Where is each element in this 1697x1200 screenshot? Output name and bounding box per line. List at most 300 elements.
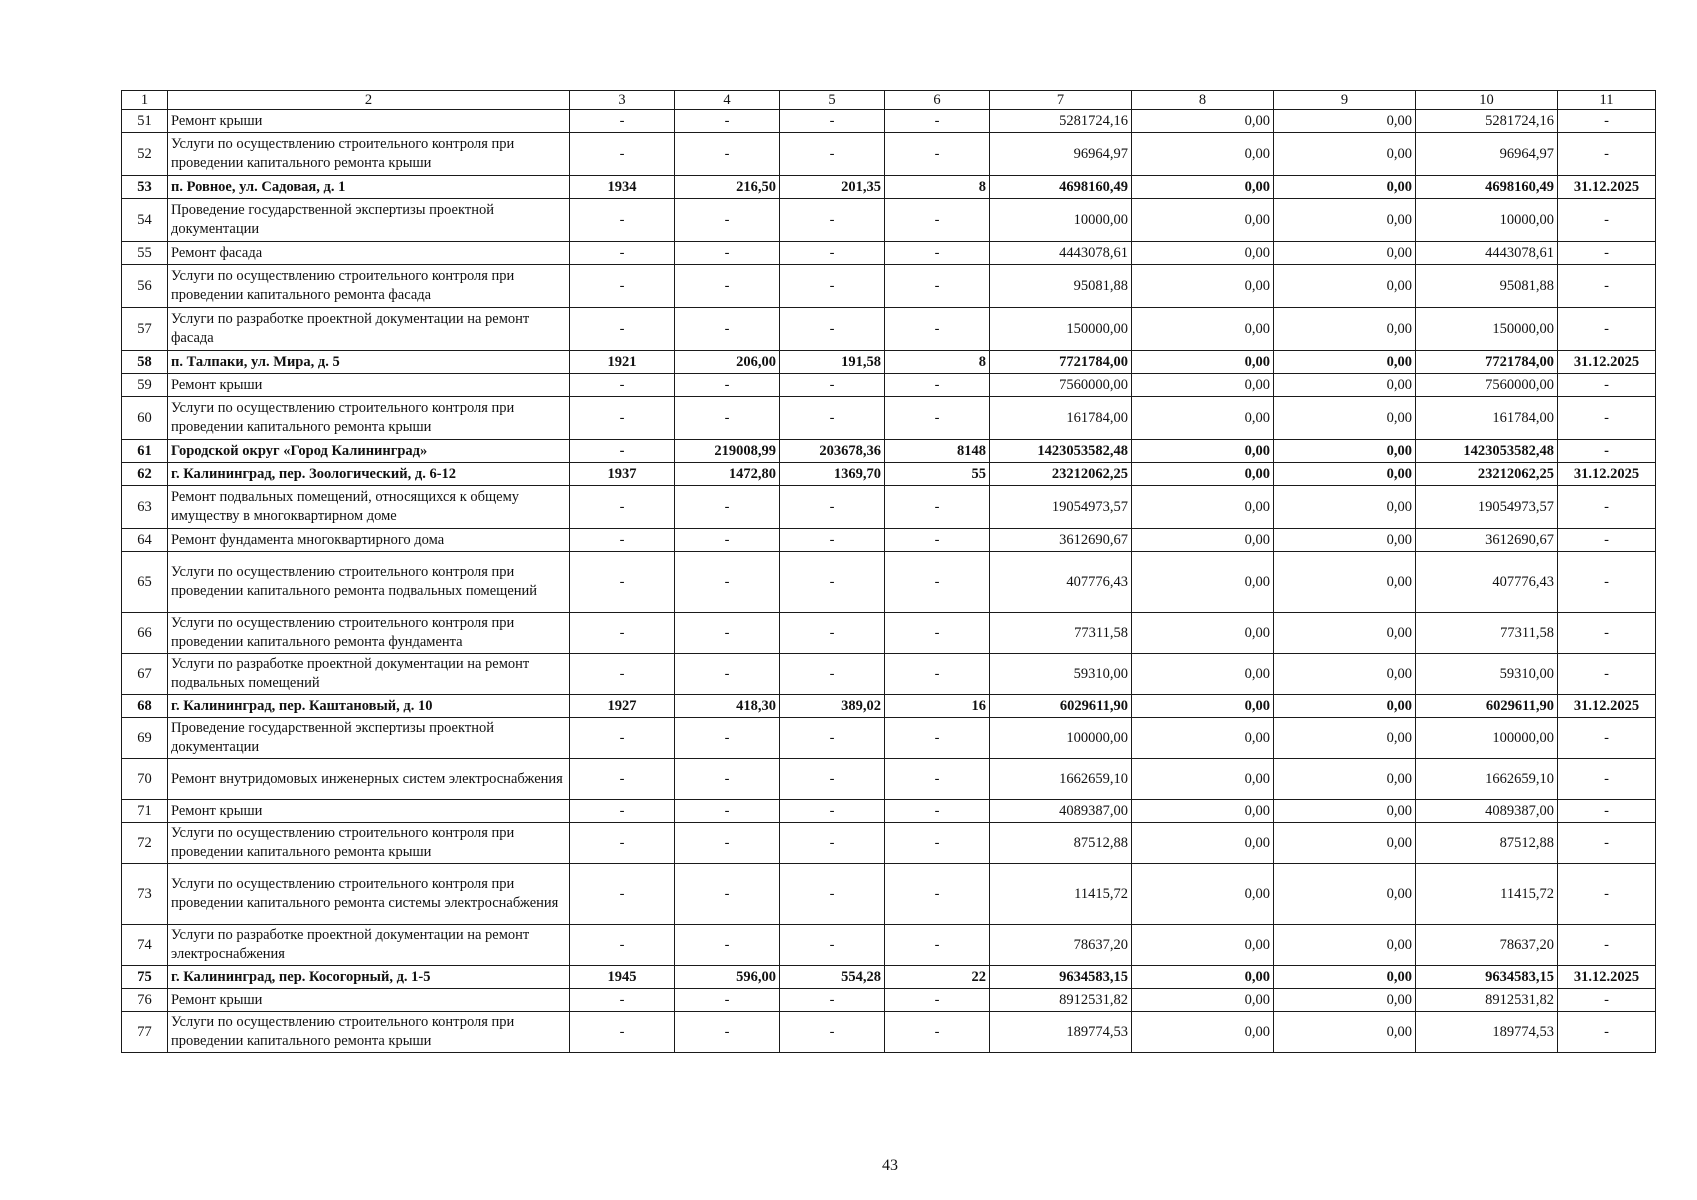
owners-cost: 3612690,67 xyxy=(1416,529,1558,552)
budget-cost: 0,00 xyxy=(1274,759,1416,800)
budget-cost: 0,00 xyxy=(1274,374,1416,397)
living-area: 191,58 xyxy=(780,351,885,374)
fund-cost: 0,00 xyxy=(1132,718,1274,759)
total-cost: 95081,88 xyxy=(990,265,1132,308)
table-row xyxy=(122,823,1656,864)
year-built: 1937 xyxy=(570,463,675,486)
work-description: Услуги по разработке проектной документации на ремонт фасада xyxy=(168,308,570,351)
fund-cost: 0,00 xyxy=(1132,989,1274,1012)
fund-cost: 0,00 xyxy=(1132,800,1274,823)
table-body xyxy=(122,110,1656,1053)
total-area: 206,00 xyxy=(675,351,780,374)
owners-cost: 10000,00 xyxy=(1416,199,1558,242)
residents-count: 8 xyxy=(885,351,990,374)
table-row xyxy=(122,718,1656,759)
column-number: 4 xyxy=(675,91,780,110)
table-row xyxy=(122,1012,1656,1053)
completion-date: 31.12.2025 xyxy=(1558,176,1656,199)
year-built: - xyxy=(570,552,675,613)
completion-date: - xyxy=(1558,374,1656,397)
work-description: Ремонт подвальных помещений, относящихся к общему имуществу в многоквартирном доме xyxy=(168,486,570,529)
year-built: - xyxy=(570,925,675,966)
column-number: 2 xyxy=(168,91,570,110)
residents-count: 16 xyxy=(885,695,990,718)
completion-date: 31.12.2025 xyxy=(1558,463,1656,486)
owners-cost: 96964,97 xyxy=(1416,133,1558,176)
work-description: Услуги по осуществлению строительного контроля при проведении капитального ремонта фасада xyxy=(168,265,570,308)
owners-cost: 23212062,25 xyxy=(1416,463,1558,486)
work-description: Ремонт внутридомовых инженерных систем электроснабжения xyxy=(168,759,570,800)
residents-count: 8148 xyxy=(885,440,990,463)
completion-date: - xyxy=(1558,265,1656,308)
row-number: 64 xyxy=(122,529,168,552)
table-row xyxy=(122,265,1656,308)
owners-cost: 5281724,16 xyxy=(1416,110,1558,133)
column-number: 7 xyxy=(990,91,1132,110)
completion-date: - xyxy=(1558,242,1656,265)
budget-cost: 0,00 xyxy=(1274,925,1416,966)
fund-cost: 0,00 xyxy=(1132,351,1274,374)
work-description: Ремонт крыши xyxy=(168,800,570,823)
fund-cost: 0,00 xyxy=(1132,529,1274,552)
owners-cost: 7721784,00 xyxy=(1416,351,1558,374)
completion-date: - xyxy=(1558,718,1656,759)
budget-cost: 0,00 xyxy=(1274,440,1416,463)
budget-cost: 0,00 xyxy=(1274,864,1416,925)
owners-cost: 150000,00 xyxy=(1416,308,1558,351)
budget-cost: 0,00 xyxy=(1274,654,1416,695)
column-number-row xyxy=(122,91,1656,110)
total-cost: 1423053582,48 xyxy=(990,440,1132,463)
work-description: Ремонт фундамента многоквартирного дома xyxy=(168,529,570,552)
total-cost: 7560000,00 xyxy=(990,374,1132,397)
table-row xyxy=(122,529,1656,552)
completion-date: - xyxy=(1558,1012,1656,1053)
residents-count: - xyxy=(885,486,990,529)
residents-count: - xyxy=(885,308,990,351)
total-cost: 189774,53 xyxy=(990,1012,1132,1053)
fund-cost: 0,00 xyxy=(1132,176,1274,199)
year-built: - xyxy=(570,486,675,529)
total-area: - xyxy=(675,552,780,613)
completion-date: 31.12.2025 xyxy=(1558,966,1656,989)
budget-cost: 0,00 xyxy=(1274,133,1416,176)
living-area: - xyxy=(780,823,885,864)
work-description: Ремонт крыши xyxy=(168,110,570,133)
residents-count: - xyxy=(885,823,990,864)
completion-date: - xyxy=(1558,800,1656,823)
owners-cost: 87512,88 xyxy=(1416,823,1558,864)
budget-cost: 0,00 xyxy=(1274,613,1416,654)
living-area: - xyxy=(780,759,885,800)
fund-cost: 0,00 xyxy=(1132,397,1274,440)
residents-count: - xyxy=(885,989,990,1012)
total-cost: 77311,58 xyxy=(990,613,1132,654)
residents-count: - xyxy=(885,199,990,242)
total-cost: 9634583,15 xyxy=(990,966,1132,989)
total-area: - xyxy=(675,110,780,133)
row-number: 51 xyxy=(122,110,168,133)
owners-cost: 189774,53 xyxy=(1416,1012,1558,1053)
row-number: 71 xyxy=(122,800,168,823)
total-cost: 407776,43 xyxy=(990,552,1132,613)
total-cost: 59310,00 xyxy=(990,654,1132,695)
living-area: - xyxy=(780,486,885,529)
table-row xyxy=(122,800,1656,823)
residents-count: 8 xyxy=(885,176,990,199)
residents-count: - xyxy=(885,800,990,823)
completion-date: - xyxy=(1558,613,1656,654)
fund-cost: 0,00 xyxy=(1132,242,1274,265)
living-area: - xyxy=(780,552,885,613)
total-area: - xyxy=(675,374,780,397)
residents-count: - xyxy=(885,374,990,397)
owners-cost: 161784,00 xyxy=(1416,397,1558,440)
living-area: - xyxy=(780,654,885,695)
row-number: 55 xyxy=(122,242,168,265)
residents-count: - xyxy=(885,864,990,925)
table-row xyxy=(122,989,1656,1012)
fund-cost: 0,00 xyxy=(1132,133,1274,176)
living-area: 201,35 xyxy=(780,176,885,199)
owners-cost: 100000,00 xyxy=(1416,718,1558,759)
residents-count: 22 xyxy=(885,966,990,989)
owners-cost: 7560000,00 xyxy=(1416,374,1558,397)
residents-count: - xyxy=(885,529,990,552)
year-built: - xyxy=(570,823,675,864)
table-row xyxy=(122,133,1656,176)
row-number: 54 xyxy=(122,199,168,242)
column-number: 3 xyxy=(570,91,675,110)
work-description: Ремонт крыши xyxy=(168,989,570,1012)
fund-cost: 0,00 xyxy=(1132,463,1274,486)
total-area: 418,30 xyxy=(675,695,780,718)
total-cost: 1662659,10 xyxy=(990,759,1132,800)
year-built: 1927 xyxy=(570,695,675,718)
year-built: - xyxy=(570,864,675,925)
living-area: - xyxy=(780,718,885,759)
living-area: - xyxy=(780,613,885,654)
row-number: 72 xyxy=(122,823,168,864)
completion-date: 31.12.2025 xyxy=(1558,351,1656,374)
budget-cost: 0,00 xyxy=(1274,552,1416,613)
table-row xyxy=(122,759,1656,800)
total-area: - xyxy=(675,823,780,864)
total-cost: 4698160,49 xyxy=(990,176,1132,199)
work-description: Услуги по осуществлению строительного контроля при проведении капитального ремонта крыши xyxy=(168,397,570,440)
total-cost: 7721784,00 xyxy=(990,351,1132,374)
fund-cost: 0,00 xyxy=(1132,110,1274,133)
residents-count: - xyxy=(885,110,990,133)
total-area: - xyxy=(675,1012,780,1053)
living-area: 203678,36 xyxy=(780,440,885,463)
owners-cost: 59310,00 xyxy=(1416,654,1558,695)
budget-cost: 0,00 xyxy=(1274,989,1416,1012)
residents-count: - xyxy=(885,925,990,966)
total-cost: 19054973,57 xyxy=(990,486,1132,529)
year-built: - xyxy=(570,242,675,265)
total-area: - xyxy=(675,242,780,265)
column-number: 5 xyxy=(780,91,885,110)
budget-cost: 0,00 xyxy=(1274,529,1416,552)
work-description: Услуги по осуществлению строительного контроля при проведении капитального ремонта крыши xyxy=(168,823,570,864)
residents-count: - xyxy=(885,242,990,265)
row-number: 75 xyxy=(122,966,168,989)
completion-date: - xyxy=(1558,925,1656,966)
total-area: - xyxy=(675,613,780,654)
total-area: 1472,80 xyxy=(675,463,780,486)
owners-cost: 11415,72 xyxy=(1416,864,1558,925)
residents-count: - xyxy=(885,759,990,800)
owners-cost: 6029611,90 xyxy=(1416,695,1558,718)
residents-count: - xyxy=(885,133,990,176)
total-area: 216,50 xyxy=(675,176,780,199)
row-number: 73 xyxy=(122,864,168,925)
row-number: 70 xyxy=(122,759,168,800)
living-area: - xyxy=(780,133,885,176)
table-row xyxy=(122,242,1656,265)
row-number: 62 xyxy=(122,463,168,486)
total-area: - xyxy=(675,397,780,440)
budget-cost: 0,00 xyxy=(1274,397,1416,440)
budget-cost: 0,00 xyxy=(1274,486,1416,529)
fund-cost: 0,00 xyxy=(1132,966,1274,989)
budget-cost: 0,00 xyxy=(1274,110,1416,133)
row-number: 57 xyxy=(122,308,168,351)
total-cost: 23212062,25 xyxy=(990,463,1132,486)
completion-date: - xyxy=(1558,529,1656,552)
completion-date: - xyxy=(1558,864,1656,925)
total-cost: 87512,88 xyxy=(990,823,1132,864)
total-cost: 11415,72 xyxy=(990,864,1132,925)
year-built: - xyxy=(570,110,675,133)
total-area: - xyxy=(675,529,780,552)
completion-date: - xyxy=(1558,110,1656,133)
total-area: - xyxy=(675,654,780,695)
year-built: - xyxy=(570,1012,675,1053)
total-cost: 3612690,67 xyxy=(990,529,1132,552)
table-row xyxy=(122,440,1656,463)
year-built: 1934 xyxy=(570,176,675,199)
budget-cost: 0,00 xyxy=(1274,176,1416,199)
completion-date: - xyxy=(1558,133,1656,176)
owners-cost: 407776,43 xyxy=(1416,552,1558,613)
fund-cost: 0,00 xyxy=(1132,199,1274,242)
year-built: - xyxy=(570,654,675,695)
total-area: - xyxy=(675,800,780,823)
work-description: Услуги по разработке проектной документации на ремонт подвальных помещений xyxy=(168,654,570,695)
row-number: 63 xyxy=(122,486,168,529)
completion-date: - xyxy=(1558,397,1656,440)
living-area: - xyxy=(780,110,885,133)
owners-cost: 4443078,61 xyxy=(1416,242,1558,265)
total-area: 596,00 xyxy=(675,966,780,989)
year-built: - xyxy=(570,440,675,463)
budget-cost: 0,00 xyxy=(1274,966,1416,989)
budget-cost: 0,00 xyxy=(1274,308,1416,351)
residents-count: - xyxy=(885,718,990,759)
table-row xyxy=(122,110,1656,133)
year-built: 1921 xyxy=(570,351,675,374)
year-built: 1945 xyxy=(570,966,675,989)
residents-count: - xyxy=(885,552,990,613)
work-description: Услуги по осуществлению строительного контроля при проведении капитального ремонта фундамента xyxy=(168,613,570,654)
living-area: - xyxy=(780,265,885,308)
living-area: - xyxy=(780,308,885,351)
total-area: - xyxy=(675,265,780,308)
table-row xyxy=(122,613,1656,654)
work-description: Проведение государственной экспертизы проектной документации xyxy=(168,199,570,242)
fund-cost: 0,00 xyxy=(1132,308,1274,351)
total-cost: 8912531,82 xyxy=(990,989,1132,1012)
row-number: 67 xyxy=(122,654,168,695)
work-description: Услуги по осуществлению строительного контроля при проведении капитального ремонта подвальных помещений xyxy=(168,552,570,613)
table-row xyxy=(122,176,1656,199)
row-number: 66 xyxy=(122,613,168,654)
owners-cost: 77311,58 xyxy=(1416,613,1558,654)
fund-cost: 0,00 xyxy=(1132,552,1274,613)
fund-cost: 0,00 xyxy=(1132,759,1274,800)
fund-cost: 0,00 xyxy=(1132,374,1274,397)
total-cost: 10000,00 xyxy=(990,199,1132,242)
row-number: 59 xyxy=(122,374,168,397)
owners-cost: 4698160,49 xyxy=(1416,176,1558,199)
owners-cost: 78637,20 xyxy=(1416,925,1558,966)
fund-cost: 0,00 xyxy=(1132,265,1274,308)
row-number: 60 xyxy=(122,397,168,440)
completion-date: - xyxy=(1558,989,1656,1012)
budget-cost: 0,00 xyxy=(1274,718,1416,759)
fund-cost: 0,00 xyxy=(1132,654,1274,695)
table-row xyxy=(122,552,1656,613)
total-cost: 78637,20 xyxy=(990,925,1132,966)
year-built: - xyxy=(570,718,675,759)
budget-cost: 0,00 xyxy=(1274,800,1416,823)
budget-cost: 0,00 xyxy=(1274,695,1416,718)
owners-cost: 95081,88 xyxy=(1416,265,1558,308)
fund-cost: 0,00 xyxy=(1132,613,1274,654)
fund-cost: 0,00 xyxy=(1132,864,1274,925)
living-area: - xyxy=(780,529,885,552)
work-description: Городской округ «Город Калининград» xyxy=(168,440,570,463)
fund-cost: 0,00 xyxy=(1132,486,1274,529)
budget-cost: 0,00 xyxy=(1274,242,1416,265)
row-number: 76 xyxy=(122,989,168,1012)
year-built: - xyxy=(570,265,675,308)
column-number: 6 xyxy=(885,91,990,110)
living-area: - xyxy=(780,925,885,966)
table-row xyxy=(122,351,1656,374)
living-area: - xyxy=(780,800,885,823)
work-description: Ремонт фасада xyxy=(168,242,570,265)
work-description: Ремонт крыши xyxy=(168,374,570,397)
budget-cost: 0,00 xyxy=(1274,823,1416,864)
owners-cost: 8912531,82 xyxy=(1416,989,1558,1012)
total-area: - xyxy=(675,199,780,242)
table-row xyxy=(122,199,1656,242)
budget-cost: 0,00 xyxy=(1274,1012,1416,1053)
residents-count: - xyxy=(885,397,990,440)
living-area: 554,28 xyxy=(780,966,885,989)
completion-date: - xyxy=(1558,486,1656,529)
work-description: г. Калининград, пер. Зоологический, д. 6-12 xyxy=(168,463,570,486)
column-number: 1 xyxy=(122,91,168,110)
row-number: 53 xyxy=(122,176,168,199)
total-cost: 96964,97 xyxy=(990,133,1132,176)
year-built: - xyxy=(570,397,675,440)
table-row xyxy=(122,925,1656,966)
residents-count: - xyxy=(885,654,990,695)
year-built: - xyxy=(570,759,675,800)
row-number: 74 xyxy=(122,925,168,966)
work-description: Услуги по осуществлению строительного контроля при проведении капитального ремонта системы электроснабжения xyxy=(168,864,570,925)
completion-date: - xyxy=(1558,823,1656,864)
year-built: - xyxy=(570,199,675,242)
column-number: 9 xyxy=(1274,91,1416,110)
table-row xyxy=(122,463,1656,486)
completion-date: - xyxy=(1558,552,1656,613)
column-number: 11 xyxy=(1558,91,1656,110)
residents-count: - xyxy=(885,265,990,308)
total-cost: 4089387,00 xyxy=(990,800,1132,823)
year-built: - xyxy=(570,613,675,654)
fund-cost: 0,00 xyxy=(1132,440,1274,463)
year-built: - xyxy=(570,989,675,1012)
total-area: - xyxy=(675,925,780,966)
living-area: - xyxy=(780,989,885,1012)
total-cost: 161784,00 xyxy=(990,397,1132,440)
total-cost: 4443078,61 xyxy=(990,242,1132,265)
table-row xyxy=(122,654,1656,695)
total-cost: 150000,00 xyxy=(990,308,1132,351)
total-area: 219008,99 xyxy=(675,440,780,463)
table-row xyxy=(122,486,1656,529)
completion-date: 31.12.2025 xyxy=(1558,695,1656,718)
page-number: 43 xyxy=(882,1157,898,1174)
column-number: 8 xyxy=(1132,91,1274,110)
table-row xyxy=(122,308,1656,351)
year-built: - xyxy=(570,529,675,552)
total-area: - xyxy=(675,133,780,176)
owners-cost: 1423053582,48 xyxy=(1416,440,1558,463)
year-built: - xyxy=(570,800,675,823)
owners-cost: 19054973,57 xyxy=(1416,486,1558,529)
budget-cost: 0,00 xyxy=(1274,463,1416,486)
total-cost: 6029611,90 xyxy=(990,695,1132,718)
budget-cost: 0,00 xyxy=(1274,351,1416,374)
living-area: - xyxy=(780,199,885,242)
column-number: 10 xyxy=(1416,91,1558,110)
row-number: 65 xyxy=(122,552,168,613)
row-number: 77 xyxy=(122,1012,168,1053)
work-description: Проведение государственной экспертизы проектной документации xyxy=(168,718,570,759)
fund-cost: 0,00 xyxy=(1132,823,1274,864)
total-area: - xyxy=(675,864,780,925)
living-area: - xyxy=(780,242,885,265)
completion-date: - xyxy=(1558,308,1656,351)
fund-cost: 0,00 xyxy=(1132,925,1274,966)
table-row xyxy=(122,966,1656,989)
owners-cost: 9634583,15 xyxy=(1416,966,1558,989)
living-area: - xyxy=(780,1012,885,1053)
row-number: 52 xyxy=(122,133,168,176)
completion-date: - xyxy=(1558,440,1656,463)
work-description: Услуги по осуществлению строительного контроля при проведении капитального ремонта крыши xyxy=(168,1012,570,1053)
total-area: - xyxy=(675,486,780,529)
living-area: - xyxy=(780,864,885,925)
work-description: Услуги по разработке проектной документации на ремонт электроснабжения xyxy=(168,925,570,966)
table-row xyxy=(122,374,1656,397)
